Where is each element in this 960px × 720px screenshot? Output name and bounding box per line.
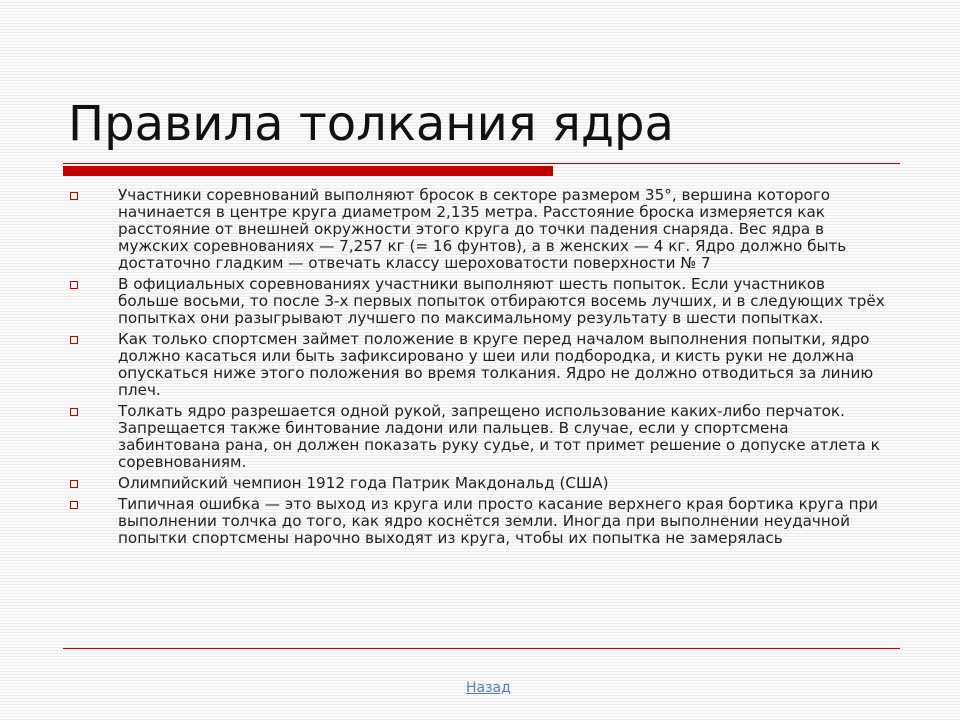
- footer-rule: [63, 648, 900, 649]
- bullet-item: [68, 187, 888, 272]
- bullet-text: Толкать ядро разрешается одной рукой, запрещено использование каких-либо перчаток. Запрещается также бинтование ладони или пальцев. В случае, если у спортсмена забинтована рана, он должен показать руку судье, и тот примет решение о допуске атлета к соревнованиям.: [118, 402, 880, 471]
- bullet-text: В официальных соревнованиях участники выполняют шесть попыток. Если участников больше восьми, то после 3-х первых попыток отбираются восемь лучших, и в следующих трёх попытках они разыгрывают лучшего по максимальному результату в шести попытках.: [118, 275, 885, 327]
- hollow-square-bullet-icon: [70, 281, 78, 289]
- bullet-text: Участники соревнований выполняют бросок в секторе размером 35°, вершина которого начинается в центре круга диаметром 2,135 метра. Расстояние броска измеряется как расстояние от внешней окружности этого круга до точки падения снаряда. Вес ядра в мужских соревнованиях — 7,257 кг (= 16 фунтов), а в женских — 4 кг. Ядро должно быть достаточно гладким — отвечать классу шероховатости поверхности № 7: [118, 186, 847, 272]
- hollow-square-bullet-icon: [70, 501, 78, 509]
- bullet-item: [68, 331, 888, 399]
- slide-title: Правила толкания ядра: [68, 96, 674, 152]
- hollow-square-bullet-icon: [70, 192, 78, 200]
- bullet-text: Типичная ошибка — это выход из круга или просто касание верхнего края бортика круга при выполнении толчка до того, как ядро коснётся земли. Иногда при выполнении неудачной попытки спортсмены нарочно выходят из круга, чтобы их попытка не замерялась: [118, 495, 879, 547]
- bullet-text: Как только спортсмен займет положение в круге перед началом выполнения попытки, ядро должно касаться или быть зафиксировано у шеи или подбородка, и кисть руки не должна опускаться ниже этого положения во время толкания. Ядро не должно отводиться за линию плеч.: [118, 330, 874, 399]
- title-accent-bar: [63, 166, 553, 176]
- bullet-item: [68, 403, 888, 471]
- bullet-item: [68, 496, 888, 547]
- title-underline-rule: [63, 163, 900, 164]
- back-link[interactable]: Назад: [466, 680, 511, 696]
- bullet-item: [68, 276, 888, 327]
- bullet-text: Олимпийский чемпион 1912 года Патрик Макдональд (США): [118, 474, 609, 492]
- hollow-square-bullet-icon: [70, 408, 78, 416]
- hollow-square-bullet-icon: [70, 336, 78, 344]
- bullet-list: [68, 187, 888, 551]
- bullet-item: [68, 475, 888, 492]
- hollow-square-bullet-icon: [70, 480, 78, 488]
